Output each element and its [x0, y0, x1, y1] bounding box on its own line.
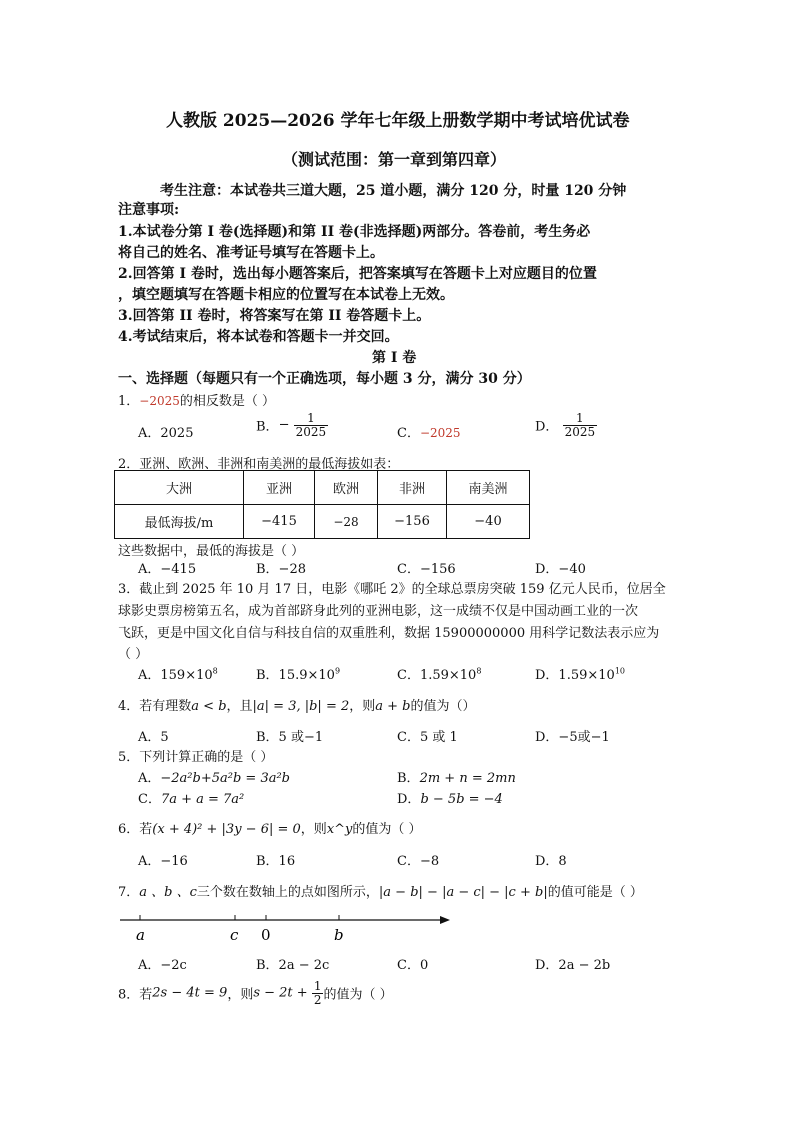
option-b: B．16 — [256, 854, 296, 869]
option-a: A．−2c — [138, 958, 187, 973]
instruction-line: ，填空题填写在答题卡相应的位置写在本试卷上无效。 — [118, 287, 454, 303]
option-d: D． $\frac{1}{2025}$ — [535, 411, 596, 439]
question-3-line: （ ） — [118, 647, 149, 662]
table-header-cell: 大洲 — [115, 471, 244, 505]
option-d: D．−40 — [535, 562, 586, 577]
option-d: D．b − 5b = −4 — [397, 792, 503, 807]
math-expression: a < b — [191, 699, 227, 714]
instruction-line: 3.回答第 II 卷时，将答案写在第 II 卷答题卡上。 — [118, 308, 431, 324]
fraction: $\frac{1}{2}$ — [313, 979, 322, 1007]
option-b: B．$15.9\times 10^9$ — [256, 666, 341, 683]
question-2-question: 这些数据中，最低的海拔是（ ） — [118, 544, 305, 559]
axis-label-b: b — [334, 926, 344, 944]
option-b: B．2a − 2c — [256, 958, 330, 973]
table-cell: −28 — [315, 505, 378, 539]
question-3-line: 飞跃，更是中国文化自信与科技自信的双重胜利，数据 15900000000 用科学记数法表示应为 — [118, 626, 660, 641]
option-a: A．5 — [138, 730, 169, 745]
question-text: 的相反数是（ ） — [179, 394, 276, 409]
question-7-stem: 7．a 、b 、c三个数在数轴上的点如图所示，|a − b| − |a − c| − |c + b|的值可能是（ ） — [118, 885, 643, 900]
question-2-stem: 2．亚洲、欧洲、非洲和南美洲的最低海拔如表： — [118, 457, 400, 472]
option-a: A．−415 — [138, 562, 197, 577]
option-c: C．5 或 1 — [397, 730, 458, 745]
table-row — [115, 505, 530, 539]
option-b: B．2m + n = 2mn — [397, 771, 516, 786]
math-expression: |a| = 3, |b| = 2 — [252, 699, 350, 714]
exam-subtitle: （测试范围：第一章到第四章） — [282, 150, 507, 169]
number-line — [118, 910, 453, 950]
instructions-heading: 注意事项: — [118, 202, 180, 218]
instruction-line: 将自己的姓名、准考证号填写在答题卡上。 — [118, 245, 384, 261]
question-3-line: 球影史票房榜第五名，成为首部跻身此列的亚洲电影，这一成绩不仅是中国动画工业的一次 — [118, 604, 639, 619]
instruction-line: 1.本试卷分第 I 卷(选择题)和第 II 卷(非选择题)两部分。答卷前，考生务必 — [118, 224, 591, 240]
exam-notice: 考生注意：本试卷共三道大题，25 道小题，满分 120 分，时量 120 分钟 — [160, 183, 627, 199]
option-a: A．2025 — [138, 426, 194, 441]
axis-label-zero: 0 — [261, 926, 271, 944]
part-label: 第 I 卷 — [372, 350, 417, 366]
instruction-line: 2.回答第 I 卷时，选出每小题答案后，把答案填写在答题卡上对应题目的位置 — [118, 266, 597, 282]
option-b: B．5 或−1 — [256, 730, 324, 745]
fraction: $\frac{1}{2025}$ — [295, 411, 327, 439]
math-expression: a + b — [375, 699, 411, 714]
option-c: C．−156 — [397, 562, 456, 577]
math-expression: |a − b| − |a − c| − |c + b| — [378, 885, 548, 900]
option-c: C．$1.59\times 10^8$ — [397, 666, 482, 683]
axis-label-c: c — [230, 926, 239, 944]
option-c: C．7a + a = 7a² — [138, 792, 245, 807]
question-3-line: 3．截止到 2025 年 10 月 17 日，电影《哪吒 2》的全球总票房突破 159 亿元人民币，位居全 — [118, 582, 666, 597]
option-a: A．−16 — [138, 854, 188, 869]
math-expression: a 、b 、c — [139, 885, 197, 900]
option-d: D．2a − 2b — [535, 958, 611, 973]
table-cell: −40 — [447, 505, 530, 539]
question-expression: −2025 — [139, 394, 180, 408]
question-5-stem: 5．下列计算正确的是（ ） — [118, 750, 274, 765]
option-a: A．−2a²b+5a²b = 3a²b — [138, 771, 290, 786]
table-cell: 最低海拔/m — [115, 505, 244, 539]
question-number: 1． — [118, 394, 140, 409]
option-b: B．−28 — [256, 562, 306, 577]
option-d: D．8 — [535, 854, 567, 869]
section-heading: 一、选择题（每题只有一个正确选项，每小题 3 分，满分 30 分） — [118, 371, 531, 387]
question-6-stem: 6．若(x + 4)² + |3y − 6| = 0，则x^y的值为（ ） — [118, 822, 422, 837]
option-d: D．$1.59\times 10^{10}$ — [535, 666, 625, 683]
axis-label-a: a — [136, 926, 145, 944]
math-expression: (x + 4)² + |3y − 6| = 0 — [152, 822, 301, 837]
table-header-cell: 亚洲 — [244, 471, 315, 505]
math-expression: x^y — [326, 822, 353, 837]
question-4-stem: 4．若有理数a < b，且|a| = 3, |b| = 2，则a + b的值为（） — [118, 699, 476, 714]
fraction: $\frac{1}{2025}$ — [564, 411, 596, 439]
option-c: C．−2025 — [397, 426, 461, 441]
option-b: B．− $\frac{1}{2025}$ — [256, 411, 327, 439]
table-cell: −156 — [378, 505, 447, 539]
question-1-stem — [118, 390, 275, 409]
altitude-table — [114, 470, 530, 539]
question-8-stem: 8．若2s − 4t = 9，则s − 2t + $\frac{1}{2}$ 的值为（ ） — [118, 979, 393, 1007]
axis-arrow-icon — [440, 916, 450, 924]
table-header-cell: 欧洲 — [315, 471, 378, 505]
option-c: C．−8 — [397, 854, 440, 869]
table-header-cell: 南美洲 — [447, 471, 530, 505]
math-expression: s − 2t + — [253, 985, 308, 1001]
math-expression: 2s − 4t = 9 — [152, 985, 228, 1001]
table-header-cell: 非洲 — [378, 471, 447, 505]
table-header-row — [115, 471, 530, 505]
instruction-line: 4.考试结束后，将本试卷和答题卡一并交回。 — [118, 329, 399, 345]
option-a: A．$159\times 10^8$ — [138, 666, 218, 683]
table-cell: −415 — [244, 505, 315, 539]
option-d: D．−5或−1 — [535, 730, 610, 745]
option-c: C．0 — [397, 958, 429, 973]
exam-title: 人教版 2025—2026 学年七年级上册数学期中考试培优试卷 — [166, 111, 630, 131]
